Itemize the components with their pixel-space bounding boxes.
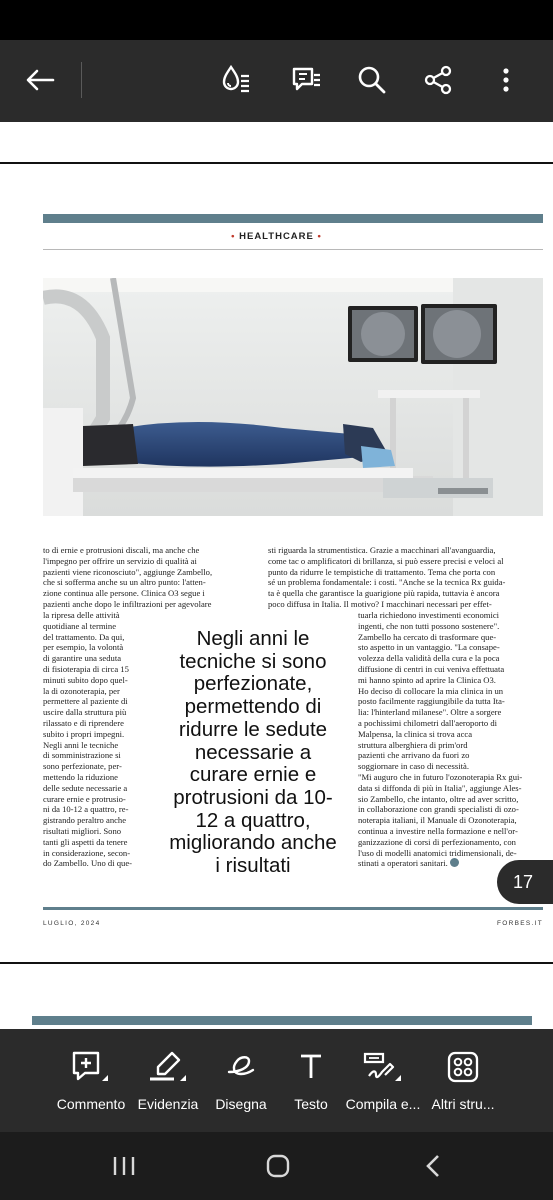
more-vertical-icon — [502, 67, 510, 93]
fill-sign-tool[interactable] — [343, 1029, 423, 1132]
document-viewer[interactable] — [0, 122, 553, 1029]
top-app-bar — [0, 40, 553, 122]
system-navigation-bar — [0, 1132, 553, 1200]
footer-accent-bar — [43, 907, 543, 910]
draw-icon — [221, 1050, 261, 1084]
highlight-tool-label: Evidenzia — [137, 1096, 199, 1112]
article-photo — [43, 278, 543, 516]
comment-tool[interactable] — [50, 1029, 132, 1132]
page-boundary-bottom — [0, 962, 553, 964]
status-bar — [0, 0, 553, 40]
forbes-end-mark-icon — [450, 858, 459, 867]
back-arrow-icon — [25, 68, 55, 92]
section-label: • HEALTHCARE • — [231, 231, 322, 242]
home-icon — [262, 1150, 294, 1182]
next-page-accent-bar — [32, 1016, 532, 1025]
search-icon — [357, 65, 387, 95]
back-button[interactable] — [20, 60, 60, 100]
page-boundary-top — [0, 162, 553, 164]
home-button[interactable] — [262, 1150, 294, 1182]
fill-sign-icon — [361, 1050, 405, 1084]
footer-date: LUGLIO, 2024 — [43, 920, 101, 927]
recent-apps-icon — [108, 1150, 140, 1182]
share-icon — [422, 64, 454, 96]
article-column-3: tuarla richiedono investimenti economici ingenti, che non tutti possono sostenere". Zambello ha cercato di trasformare que- sto aspetto in un vantaggio. "La consape- volezza della validità della cura e la poca diffusione di centri in cui veniva effettuata mi hanno spinto ad aprire la Clinica O3. Ho deciso di collocare la mia clinica in un posto facilmente raggiungibile da tutta Ita- lia: l'hinterland milanese". Oltre a sorgere a pochissimi chilometri dall'aeroporto di Malpensa, la clinica si trova acca struttura alberghiera di prim'ord pazienti che arrivano da fuori zo soggiornare in caso di necessità. "Mi auguro che in futuro l'ozonoterapia Rx gui- data si diffonda di più in Italia", aggiunge Ales- sio Zambello, che intanto, oltre ad aver scritto, in collaborazione con grandi specialisti di ozo- noterapia italiani, il Manuale di Ozonoterapia, continua a investire nella formazione e nell'or- ganizzazione di corsi di perfezionamento, con l'uso di modelli anatomici tridimensionali, de- stinati a operatori sanitari. — [358, 610, 523, 869]
text-tool[interactable] — [282, 1029, 340, 1132]
draw-tool-label: Disegna — [215, 1096, 267, 1112]
comment-add-icon — [69, 1050, 113, 1084]
text-icon — [296, 1050, 326, 1084]
page-number-indicator[interactable]: 17 — [497, 860, 553, 904]
more-tools-icon — [446, 1050, 480, 1084]
chevron-left-icon — [418, 1150, 450, 1182]
toolbar-separator — [81, 62, 82, 98]
liquid-mode-button[interactable] — [216, 60, 256, 100]
share-button[interactable] — [418, 60, 458, 100]
draw-tool[interactable] — [208, 1029, 274, 1132]
more-tools[interactable] — [423, 1029, 503, 1132]
highlighter-icon — [146, 1050, 190, 1084]
comment-tool-label: Commento — [56, 1096, 126, 1112]
system-back-button[interactable] — [418, 1150, 450, 1182]
more-options-button[interactable] — [486, 60, 526, 100]
search-button[interactable] — [352, 60, 392, 100]
comments-list-icon — [290, 65, 322, 95]
comments-list-button[interactable] — [286, 60, 326, 100]
bottom-tool-bar — [0, 1029, 553, 1132]
recent-apps-button[interactable] — [108, 1150, 140, 1182]
footer-site: FORBES.IT — [496, 920, 543, 927]
header-accent-bar — [43, 214, 543, 223]
text-tool-label: Testo — [294, 1096, 328, 1112]
pull-quote: Negli anni le tecniche si sono perfezionate, permettendo di ridurre le sedute necessarie a curare ernie e protrusioni da 10-12 a quattro, migliorando anche i risultati — [169, 627, 337, 878]
article-column-1-narrow: la ripresa delle attività quotidiane al termine del trattamento. Da qui, per esempio, la volontà di garantire una seduta di fisioterapia di circa 15 minuti subito dopo quel- la di ozonoterapia, per permettere al paziente di uscire dalla struttura più rilassato e di riprendere subito i propri impegni. Negli anni le tecniche di somministrazione si sono perfezionate, per- mettendo la riduzione delle sedute necessarie a curare ernie e protrusio- ni da 10-12 a quattro, re- gistrando peraltro anche risultati migliori. Sono tanti gli aspetti da tenere in considerazione, secon- do Zambello. Uno di que- — [43, 610, 133, 869]
document-page — [0, 166, 553, 966]
article-column-2: sti riguarda la strumentistica. Grazie a macchinari all'avanguardia, come tac o amplificatori di brillanza, si può essere precisi e veloci al punto da ridurre le tempistiche di trattamento. Tema che porta con sé un problema fondamentale: i costi. "Anche se la tecnica Rx guida- ta è quella che garantisce la guarigione più rapida, tuttavia è ancora poco diffusa in Italia. Il motivo? I macchinari necessari per effet- — [268, 545, 506, 609]
article-column-1: to di ernie e protrusioni discali, ma anche che l'impegno per offrire un servizio di qualità ai pazienti viene riconosciuto", aggiunge Zambello, che si sofferma anche su un altro punto: l'atten- zione continua alle persone. Clinica O3 segue i pazienti anche dopo le infiltrazioni per agevolare — [43, 545, 213, 609]
more-tools-label: Altri stru... — [431, 1096, 495, 1112]
fill-sign-tool-label: Compila e... — [345, 1096, 421, 1112]
highlight-tool[interactable] — [134, 1029, 202, 1132]
section-rule — [43, 249, 543, 250]
liquid-mode-icon — [219, 64, 253, 96]
